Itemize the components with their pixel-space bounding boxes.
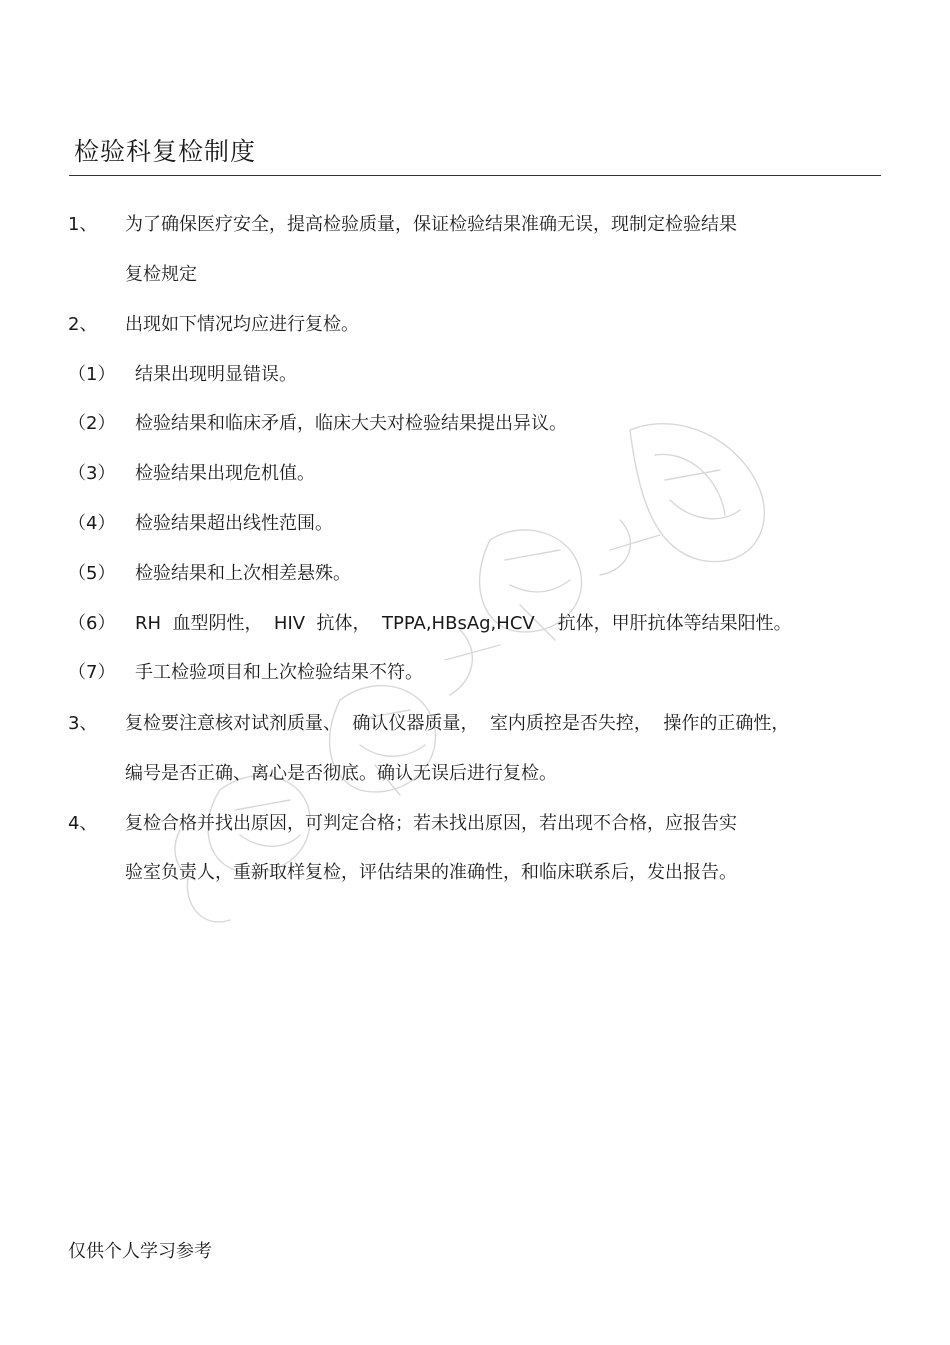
sub-item-7-text: 手工检验项目和上次检验结果不符。 <box>135 662 423 683</box>
sub-item-5-number: （5） <box>68 563 116 584</box>
sub-item-1-text: 结果出现明显错误。 <box>135 364 297 385</box>
item-1-number: 1、 <box>68 214 98 235</box>
title-divider <box>69 175 881 176</box>
sub-item-4-text: 检验结果超出线性范围。 <box>135 513 333 534</box>
sub-item-6-number: （6） <box>68 613 116 634</box>
item-2-line-1: 出现如下情况均应进行复检。 <box>125 314 359 335</box>
footer-note: 仅供个人学习参考 <box>68 1241 212 1262</box>
sub-item-6-text: RH 血型阴性， HIV 抗体， TPPA,HBsAg,HCV 抗体，甲肝抗体等结果阳性。 <box>135 613 792 634</box>
item-3-number: 3、 <box>68 713 98 734</box>
item-4-line-2: 验室负责人，重新取样复检，评估结果的准确性，和临床联系后，发出报告。 <box>125 862 737 883</box>
sub-item-3-number: （3） <box>68 463 116 484</box>
sub-item-2-text: 检验结果和临床矛盾，临床大夫对检验结果提出异议。 <box>135 413 567 434</box>
sub-item-7-number: （7） <box>68 662 116 683</box>
item-4-line-1: 复检合格并找出原因，可判定合格；若未找出原因，若出现不合格，应报告实 <box>125 813 737 834</box>
item-1-line-2: 复检规定 <box>125 264 197 285</box>
item-2-number: 2、 <box>68 314 98 335</box>
item-3-line-1: 复检要注意核对试剂质量、 确认仪器质量， 室内质控是否失控， 操作的正确性， <box>125 713 790 734</box>
item-3-line-2: 编号是否正确、离心是否彻底。确认无误后进行复检。 <box>125 763 557 784</box>
sub-item-1-number: （1） <box>68 364 116 385</box>
item-4-number: 4、 <box>68 813 98 834</box>
sub-item-3-text: 检验结果出现危机值。 <box>135 463 315 484</box>
page-title: 检验科复检制度 <box>74 137 257 166</box>
sub-item-4-number: （4） <box>68 513 116 534</box>
sub-item-2-number: （2） <box>68 413 116 434</box>
sub-item-5-text: 检验结果和上次相差悬殊。 <box>135 563 351 584</box>
item-1-line-1: 为了确保医疗安全，提高检验质量，保证检验结果准确无误，现制定检验结果 <box>125 214 737 235</box>
